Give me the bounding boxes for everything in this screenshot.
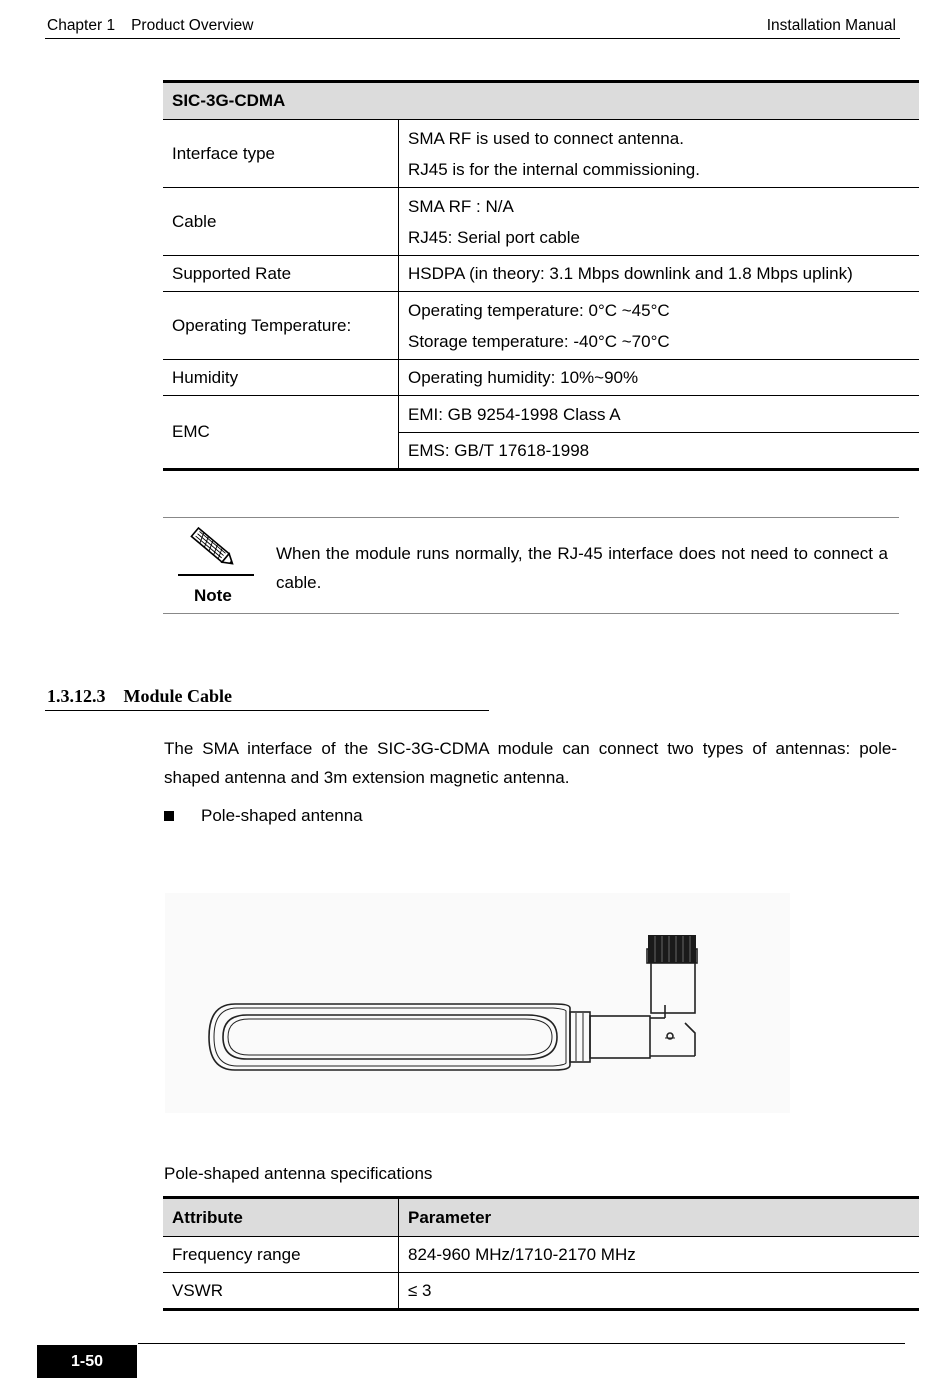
row-value: Operating temperature: 0°C ~45°C <box>408 300 670 320</box>
page-number: 1-50 <box>37 1345 137 1378</box>
table-cell: VSWR <box>163 1273 399 1310</box>
note-top-rule <box>163 517 899 518</box>
table-row <box>163 360 919 396</box>
row-value: Operating humidity: 10%~90% <box>399 360 920 396</box>
running-header-left <box>47 17 253 35</box>
row-value: EMS: GB/T 17618-1998 <box>408 440 590 460</box>
table-row <box>163 396 919 470</box>
row-values <box>399 120 920 188</box>
table-row <box>163 292 919 360</box>
bullet-square-icon <box>164 811 174 821</box>
spec-table-title: SIC-3G-CDMA <box>163 82 919 120</box>
section-rule <box>45 710 489 711</box>
row-attribute: Humidity <box>163 360 399 396</box>
spec-table-title-row <box>163 82 919 120</box>
table-row <box>163 188 919 256</box>
row-value: SMA RF : N/A <box>408 196 514 216</box>
table-row <box>163 1237 919 1273</box>
table-cell: Frequency range <box>163 1237 399 1273</box>
row-attribute: Operating Temperature: <box>163 292 399 360</box>
header-rule <box>45 38 900 39</box>
row-value: RJ45: Serial port cable <box>408 227 580 247</box>
bullet-item: Pole-shaped antenna <box>201 806 363 825</box>
row-value: RJ45 is for the internal commissioning. <box>408 159 700 179</box>
row-value: EMI: GB 9254-1998 Class A <box>399 397 919 433</box>
section-heading <box>47 686 232 707</box>
running-header-right: Installation Manual <box>766 17 896 34</box>
note-icon-rule <box>178 574 254 576</box>
chapter-title: Product Overview <box>131 17 254 34</box>
table-cell: 824-960 MHz/1710-2170 MHz <box>399 1237 920 1273</box>
row-values <box>399 292 920 360</box>
table-row <box>163 256 919 292</box>
row-attribute: Interface type <box>163 120 399 188</box>
chapter-number: Chapter 1 <box>47 17 116 34</box>
row-value: SMA RF is used to connect antenna. <box>408 128 684 148</box>
antenna-figure <box>165 893 790 1113</box>
pencil-icon <box>186 523 240 578</box>
row-values <box>399 188 920 256</box>
antenna-spec-table <box>163 1196 919 1311</box>
row-attribute: Supported Rate <box>163 256 399 292</box>
row-value: HSDPA (in theory: 3.1 Mbps downlink and 1.8 Mbps uplink) <box>399 256 920 292</box>
row-attribute: Cable <box>163 188 399 256</box>
table-header-row <box>163 1198 919 1237</box>
note-text: When the module runs normally, the RJ-45 interface does not need to connect a cable. <box>276 544 888 592</box>
column-header: Parameter <box>399 1198 920 1237</box>
section-number: 1.3.12.3 <box>47 686 106 706</box>
module-spec-table <box>163 80 919 471</box>
footer-rule <box>138 1343 905 1344</box>
row-values <box>399 396 920 470</box>
table-caption: Pole-shaped antenna specifications <box>164 1164 433 1183</box>
note-bottom-rule <box>163 613 899 614</box>
table-row <box>163 120 919 188</box>
table-row <box>163 1273 919 1310</box>
section-title: Module Cable <box>123 686 233 706</box>
antenna-drawing <box>165 893 790 1113</box>
note-label: Note <box>194 586 232 605</box>
column-header: Attribute <box>163 1198 399 1237</box>
table-cell: ≤ 3 <box>399 1273 920 1310</box>
row-attribute: EMC <box>163 396 399 470</box>
row-value: Storage temperature: -40°C ~70°C <box>408 331 670 351</box>
section-paragraph: The SMA interface of the SIC-3G-CDMA module can connect two types of antennas: pole-shaped antenna and 3m extension magnetic antenna. <box>164 739 897 787</box>
